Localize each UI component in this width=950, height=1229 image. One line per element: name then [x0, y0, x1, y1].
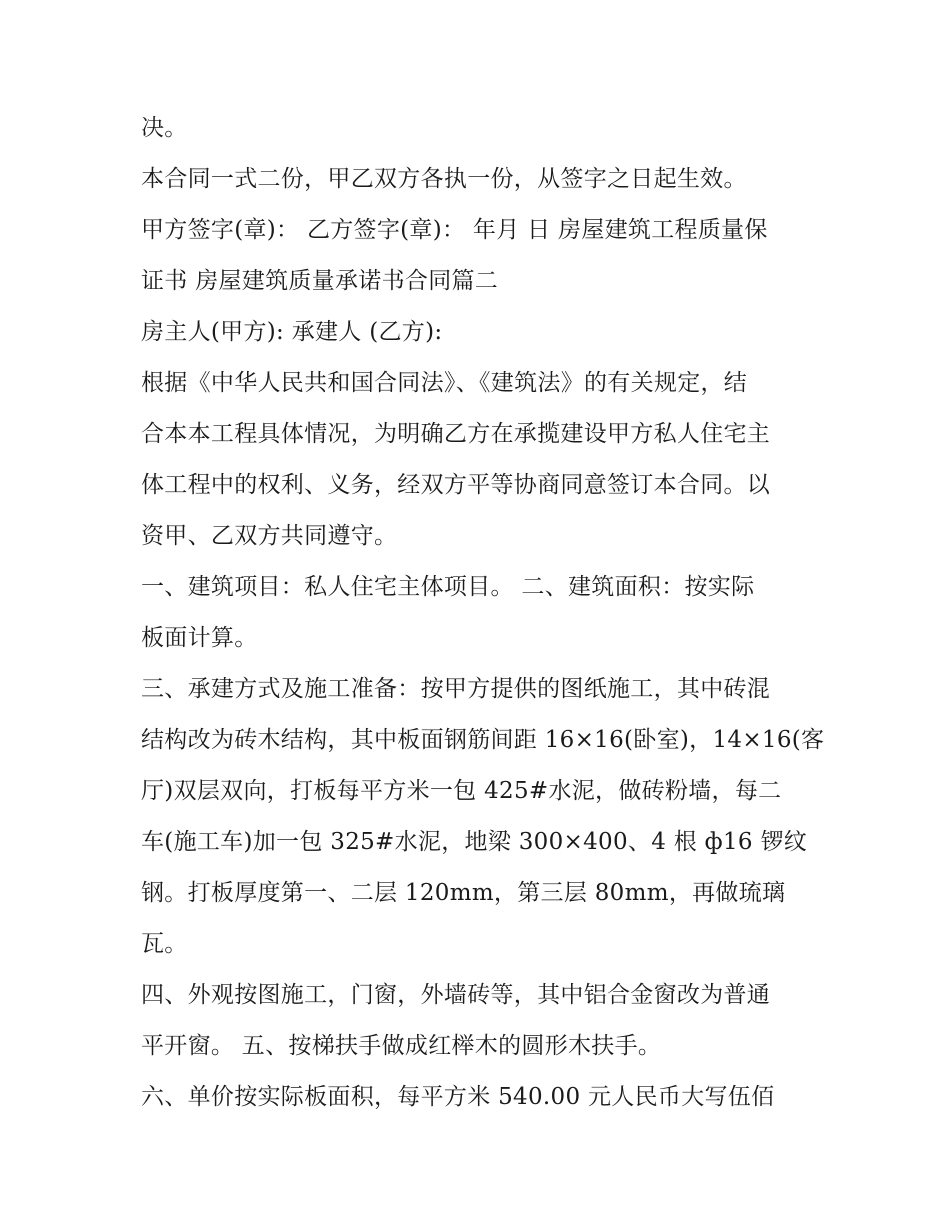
text-line: 甲方签字(章)： 乙方签字(章)： 年月 日 房屋建筑工程质量保 — [141, 217, 768, 243]
text-line: 根据《中华人民共和国合同法》、《建筑法》的有关规定，结 — [141, 370, 748, 396]
text-line: 瓦。 — [141, 931, 188, 957]
contract-text — [141, 107, 825, 1127]
text-line: 三、承建方式及施工准备：按甲方提供的图纸施工，其中砖混 — [141, 676, 771, 702]
text-line: 证书 房屋建筑质量承诺书合同篇二 — [141, 268, 499, 294]
text-line: 四、外观按图施工，门窗，外墙砖等，其中铝合金窗改为普通 — [141, 982, 771, 1008]
text-line: 结构改为砖木结构，其中板面钢筋间距 16×16(卧室)，14×16(客 — [141, 727, 825, 753]
text-line: 房主人(甲方): 承建人 (乙方): — [141, 319, 443, 345]
text-line: 厅)双层双向，打板每平方米一包 425#水泥，做砖粉墙，每二 — [141, 778, 782, 804]
text-line: 合本本工程具体情况，为明确乙方在承揽建设甲方私人住宅主 — [141, 421, 771, 447]
text-line: 钢。打板厚度第一、二层 120mm，第三层 80mm，再做琉璃 — [141, 880, 786, 906]
text-line: 六、单价按实际板面积，每平方米 540.00 元人民币大写伍佰 — [141, 1084, 775, 1110]
text-line: 本合同一式二份，甲乙双方各执一份，从签字之日起生效。 — [141, 166, 747, 192]
text-line: 资甲、乙双方共同遵守。 — [141, 523, 398, 549]
text-line: 车(施工车)加一包 325#水泥，地梁 300×400、4 根 ф16 锣纹 — [141, 829, 808, 855]
text-line: 平开窗。 五、按梯扶手做成红榉木的圆形木扶手。 — [141, 1033, 662, 1059]
text-line: 一、建筑项目：私人住宅主体项目。 二、建筑面积：按实际 — [141, 574, 755, 600]
text-line: 体工程中的权利、义务，经双方平等协商同意签订本合同。以 — [141, 472, 771, 498]
text-line: 板面计算。 — [141, 625, 258, 651]
text-line: 决。 — [141, 115, 188, 141]
